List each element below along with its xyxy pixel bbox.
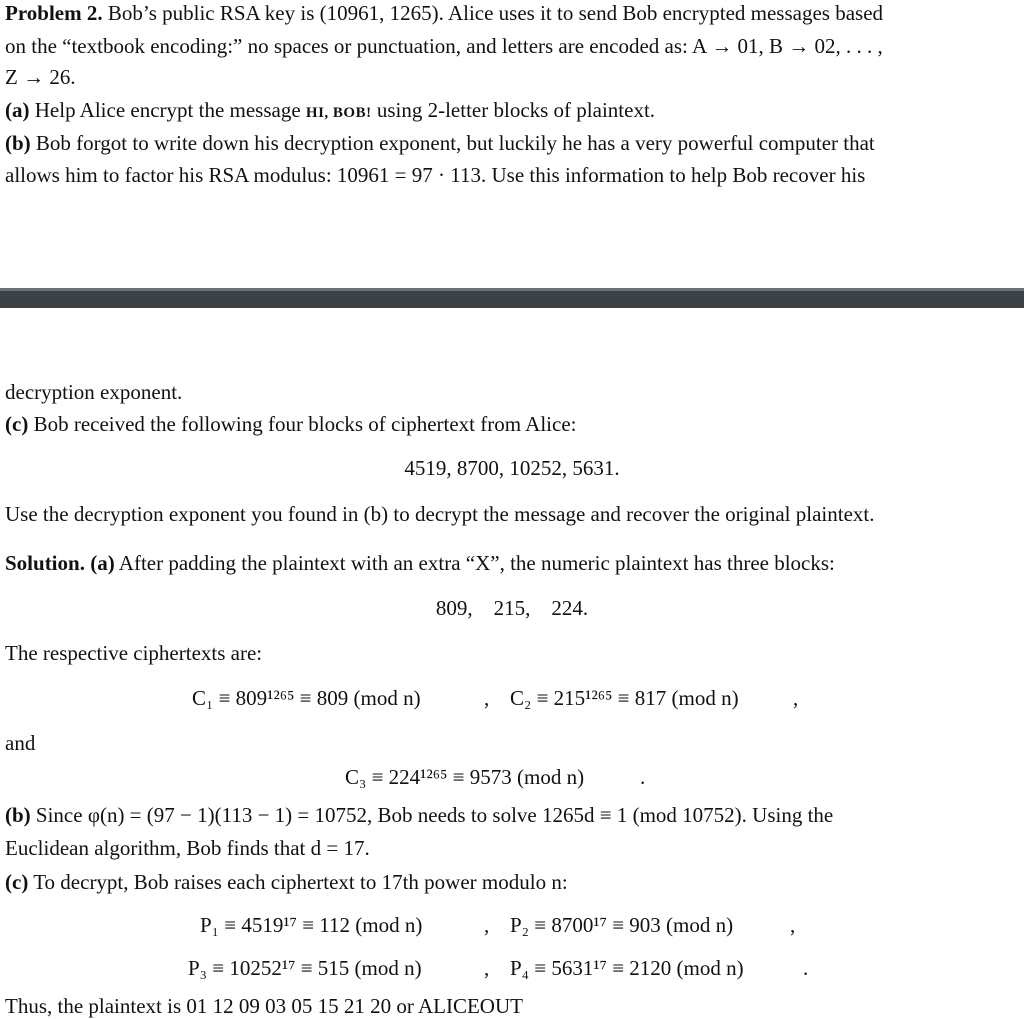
comma-p2: , (790, 913, 796, 937)
problem-intro-text-2: on the “textbook encoding:” no spaces or punctuation, and letters are encoded as: A → 01, B → 02, . . . , (5, 34, 883, 58)
period-p4: . (803, 956, 809, 980)
part-a-text-post: using 2-letter blocks of plaintext. (376, 98, 656, 122)
solution-b-line-1 (5, 802, 833, 828)
truncated-conclusion-line: Thus, the plaintext is 01 12 09 03 05 15 21 20 or ALICEOUT (5, 994, 523, 1018)
part-c-text: Bob received the following four blocks of ciphertext from Alice: (33, 412, 577, 436)
solution-a-text: After padding the plaintext with an extra “X”, the numeric plaintext has three blocks: (118, 551, 835, 575)
part-a-text-pre: Help Alice encrypt the message (34, 98, 301, 122)
equation-p2: P₂ ≡ 8700¹⁷ ≡ 903 (mod n) (510, 913, 734, 937)
equation-p3: P₃ ≡ 10252¹⁷ ≡ 515 (mod n) (188, 956, 422, 980)
problem-intro-text-3: Z → 26. (5, 65, 76, 89)
part-b-text-1: Bob forgot to write down his decryption exponent, but luckily he has a very powerful computer that (35, 131, 875, 155)
comma-p3: , (484, 956, 490, 980)
ciphertext-blocks: 4519, 8700, 10252, 5631. (404, 456, 620, 480)
page-divider (0, 288, 1024, 308)
equation-c2: C₂ ≡ 215¹²⁶⁵ ≡ 817 (mod n) (510, 686, 739, 710)
comma-1: , (484, 686, 490, 710)
part-b-label: (b) (5, 131, 31, 155)
solution-heading: Solution. (5, 551, 85, 575)
problem-part-c (5, 411, 577, 437)
equation-c3: C₃ ≡ 224¹²⁶⁵ ≡ 9573 (mod n) (345, 765, 585, 789)
comma-2: , (793, 686, 799, 710)
solution-c-text: To decrypt, Bob raises each ciphertext to 17th power modulo n: (33, 870, 568, 894)
part-c-label: (c) (5, 412, 29, 436)
equation-c1: C₁ ≡ 809¹²⁶⁵ ≡ 809 (mod n) (192, 686, 421, 710)
part-b-text-2: allows him to factor his RSA modulus: 10961 = 97 · 113. Use this information to help Bob recover his (5, 163, 866, 187)
solution-a-label: (a) (90, 551, 115, 575)
solution-b-label: (b) (5, 803, 31, 827)
respective-text: The respective ciphertexts are: (5, 641, 263, 665)
problem-intro-line-1 (5, 0, 883, 26)
solution-a (5, 550, 835, 576)
problem-intro-text-1: Bob’s public RSA key is (10961, 1265). Alice uses it to send Bob encrypted messages based (107, 1, 884, 25)
part-b-text-3: decryption exponent. (5, 380, 183, 404)
part-c-instruction: Use the decryption exponent you found in (b) to decrypt the message and recover the original plaintext. (5, 502, 875, 526)
comma-p1: , (484, 913, 490, 937)
part-a-message: HI, BOB! (305, 105, 372, 121)
problem-part-b-line-1 (5, 130, 875, 156)
equation-p1: P₁ ≡ 4519¹⁷ ≡ 112 (mod n) (200, 913, 423, 937)
equation-p4: P₄ ≡ 5631¹⁷ ≡ 2120 (mod n) (510, 956, 744, 980)
solution-b-text-1: Since φ(n) = (97 − 1)(113 − 1) = 10752, Bob needs to solve 1265d ≡ 1 (mod 10752). Using the (35, 803, 834, 827)
period-c3: . (640, 765, 646, 789)
problem-part-a (5, 97, 655, 126)
and-text: and (5, 731, 36, 755)
problem-heading: Problem 2. (5, 1, 103, 25)
solution-b-text-2: Euclidean algorithm, Bob finds that d = 17. (5, 836, 370, 860)
solution-c-label: (c) (5, 870, 29, 894)
part-a-label: (a) (5, 98, 30, 122)
plaintext-blocks: 809, 215, 224. (435, 596, 589, 620)
solution-c-line (5, 869, 568, 895)
